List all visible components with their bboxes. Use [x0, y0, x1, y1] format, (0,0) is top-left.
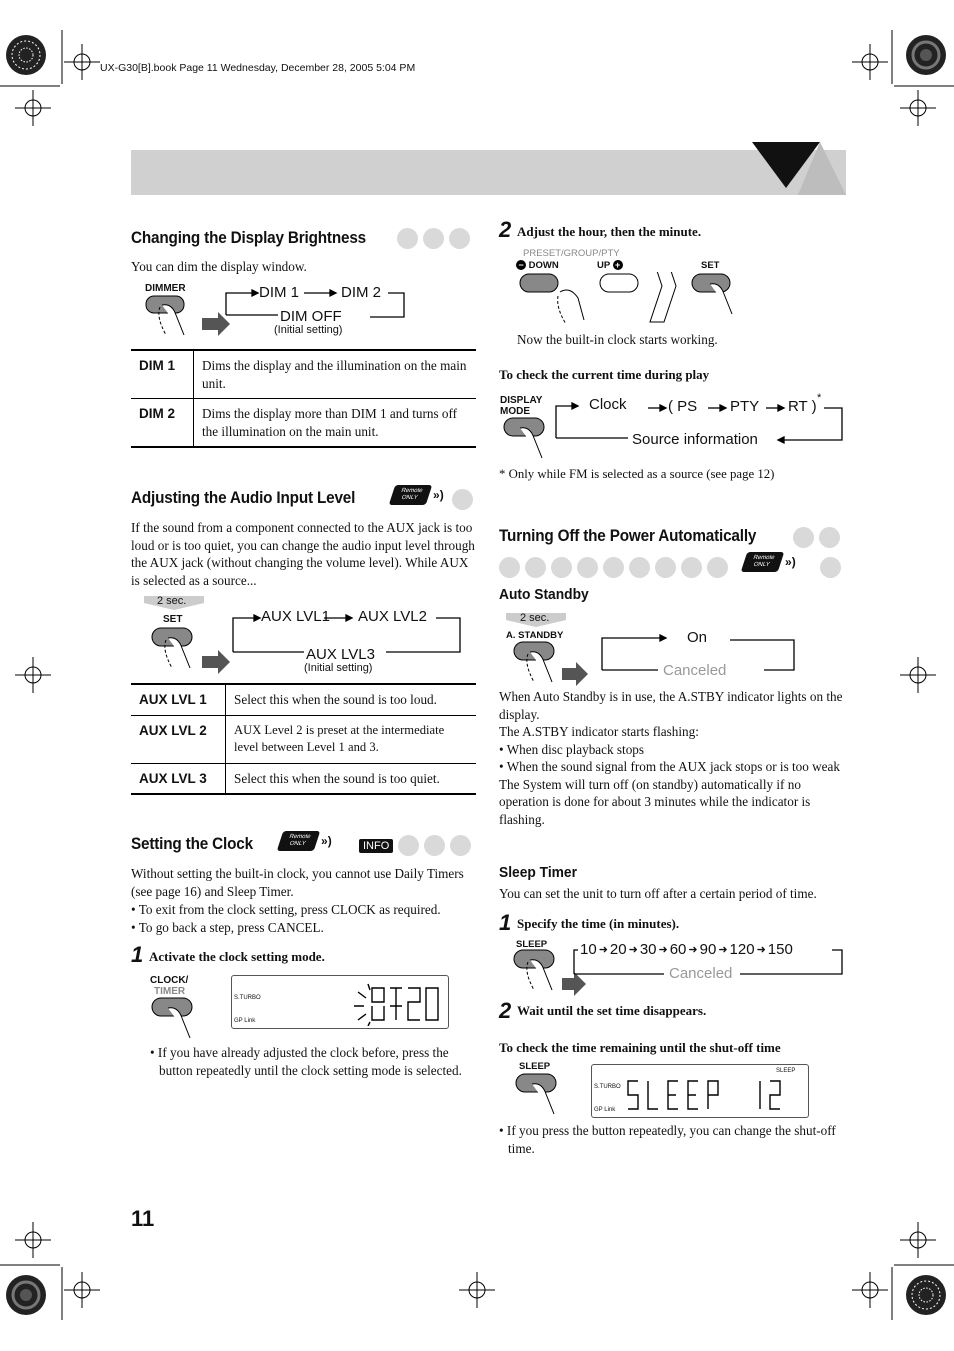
plus-icon: + — [613, 260, 623, 270]
clock-intro: Without setting the built-in clock, you cannot use Daily Timers (see page 16) and Sleep Timer. — [131, 866, 464, 899]
heading-dots — [499, 557, 728, 578]
seq-clock: Clock — [589, 396, 627, 413]
step-text: Adjust the hour, then the minute. — [517, 224, 702, 239]
step-number: 2 — [499, 217, 512, 242]
table-key: DIM 2 — [131, 399, 194, 448]
display-mode-button-label: DISPLAY MODE — [500, 395, 543, 417]
table-key: DIM 1 — [131, 350, 194, 399]
heading-dots — [397, 228, 470, 249]
dimmer-button-label: DIMMER — [145, 283, 186, 294]
sleep-lcd-display: S.TURBO GP Link SLEEP — [591, 1064, 809, 1118]
aux-lvl1-label: AUX LVL1 — [261, 608, 330, 625]
dimoff-label: DIM OFF — [280, 308, 342, 325]
seq-rt: RT ) — [788, 398, 817, 415]
step-number: 2 — [499, 998, 512, 1023]
sleep-timer-heading: Sleep Timer — [499, 864, 577, 881]
sleep-note — [499, 1122, 846, 1157]
step-text: Specify the time (in minutes). — [517, 916, 680, 931]
check-sleep-title: To check the time remaining until the shut-off time — [499, 1040, 781, 1055]
dimmer-button-press-illustration — [140, 293, 235, 348]
dimmer-table — [131, 349, 476, 448]
dim-cycle-arrows — [222, 285, 412, 325]
sleep-button-label: SLEEP — [519, 1061, 551, 1072]
seq-ps: ( PS — [668, 398, 698, 415]
set-button-press-illustration — [150, 624, 240, 682]
list-item: • If you press the button repeatedly, you can change the shut-off time. — [499, 1123, 836, 1156]
seq-pty: PTY — [730, 398, 760, 415]
clock-lcd-display: S.TURBO GP Link — [231, 975, 449, 1029]
display-cycle-arrows — [548, 398, 848, 446]
minus-icon: − — [516, 260, 526, 270]
list-item: • To exit from the clock setting, press CLOCK as required. — [131, 902, 441, 917]
audio-heading: Adjusting the Audio Input Level — [131, 488, 356, 507]
table-value: AUX Level 2 is preset at the intermediate level between Level 1 and 3. — [226, 715, 477, 763]
hold-time-label: 2 sec. — [520, 612, 550, 624]
timer-button-label: TIMER — [154, 986, 186, 997]
step-text: Activate the clock setting mode. — [149, 949, 325, 964]
up-label: UP + — [597, 260, 623, 271]
auto-standby-text: When Auto Standby is in use, the A.STBY indicator lights on the display. The A.STBY indicator starts flashing: • When disc playback stops • When the sound signal from the AUX jack stops or is too weak The System will turn off (on standby) automatically if no operation is done for about 3 minutes while the indicator is flashing. — [499, 688, 846, 828]
set-button-label: SET — [701, 260, 720, 271]
preset-label: PRESET/GROUP/PTY — [523, 248, 620, 259]
hold-time-label: 2 sec. — [157, 595, 187, 607]
aux-table — [131, 683, 476, 795]
step-text: Wait until the set time disappears. — [517, 1003, 707, 1018]
remote-only-badge: Remote ONLY ») — [744, 552, 796, 572]
table-row — [131, 350, 476, 399]
a-standby-button-label: A. STANDBY — [506, 630, 564, 641]
step-number: 1 — [131, 942, 144, 967]
down-label: − DOWN — [516, 260, 559, 271]
sleep-button-press-illustration — [512, 1072, 572, 1124]
sleep-intro: You can set the unit to turn off after a certain period of time. — [499, 886, 817, 901]
table-key: AUX LVL 2 — [131, 715, 226, 763]
updown-set-illustration — [516, 272, 756, 328]
dim2-label: DIM 2 — [341, 284, 382, 301]
info-badge: INFO — [359, 836, 393, 854]
brightness-heading: Changing the Display Brightness — [131, 228, 367, 247]
sleep-time-sequence: 10 ➜ 20 ➜ 30 ➜ 60 ➜ 90 ➜ 120 ➜ 150 — [580, 941, 793, 958]
fm-footnote: * Only while FM is selected as a source (see page 12) — [499, 467, 775, 481]
sleep-button-label: SLEEP — [516, 939, 548, 950]
banner-triangle — [752, 140, 847, 196]
clock-note — [149, 1044, 476, 1079]
initial-setting-note: (Initial setting) — [304, 662, 373, 674]
list-item: • To go back a step, press CANCEL. — [131, 919, 324, 935]
heading-dots — [398, 835, 471, 856]
table-value: Select this when the sound is too quiet. — [226, 763, 477, 794]
aux-lvl3-label: AUX LVL3 — [306, 646, 375, 663]
table-key: AUX LVL 3 — [131, 763, 226, 794]
remote-only-badge: Remote ONLY ») — [392, 485, 444, 505]
signal-icon: ») — [433, 488, 444, 502]
seq-source: Source information — [632, 431, 758, 448]
table-row — [131, 715, 476, 763]
clock-button-label: CLOCK/ — [150, 975, 189, 986]
signal-icon: ») — [321, 834, 332, 848]
brightness-intro: You can dim the display window. — [131, 259, 307, 274]
heading-dots — [793, 527, 840, 548]
sleep-cycle-arrows — [568, 944, 848, 978]
list-item: • When disc playback stops — [499, 741, 645, 757]
dim1-label: DIM 1 — [259, 284, 300, 301]
standby-cycle-arrows — [596, 630, 800, 674]
standby-canceled-label: Canceled — [663, 662, 727, 679]
table-value: Dims the display more than DIM 1 and turns off the illumination on the main unit. — [194, 399, 477, 448]
clock-after: Now the built-in clock starts working. — [517, 332, 718, 347]
list-item: • If you have already adjusted the clock before, press the button repeatedly until the clock setting mode is selected. — [150, 1045, 462, 1078]
page-number: 11 — [131, 1206, 155, 1231]
initial-setting-note: (Initial setting) — [274, 324, 343, 336]
set-button-label: SET — [163, 614, 183, 625]
remote-only-badge: Remote ONLY ») — [280, 831, 332, 851]
list-item: • When the sound signal from the AUX jack stops or is too weak — [499, 759, 840, 774]
table-value: Dims the display and the illumination on the main unit. — [194, 350, 477, 399]
clock-button-press-illustration — [148, 996, 208, 1046]
table-row — [131, 399, 476, 448]
table-row — [131, 763, 476, 794]
audio-intro: If the sound from a component connected to the AUX jack is too loud or is too quiet, you can change the audio input level through the AUX jack (without changing the volume level). While AUX is selected as a source... — [131, 520, 475, 588]
table-value: Select this when the sound is too loud. — [226, 684, 477, 715]
book-info: UX-G30[B].book Page 11 Wednesday, December 28, 2005 5:04 PM — [100, 62, 416, 74]
table-row — [131, 684, 476, 715]
heading-dots — [452, 489, 473, 510]
aux-cycle-arrows — [228, 608, 468, 656]
aux-lvl2-label: AUX LVL2 — [358, 608, 427, 625]
auto-standby-heading: Auto Standby — [499, 586, 589, 603]
step-number: 1 — [499, 910, 512, 935]
check-time-title: To check the current time during play — [499, 367, 710, 382]
table-key: AUX LVL 1 — [131, 684, 226, 715]
clock-heading: Setting the Clock — [131, 834, 253, 853]
heading-dots — [820, 557, 841, 578]
clock-bullets — [131, 901, 477, 936]
signal-icon: ») — [785, 555, 796, 569]
header-banner — [131, 150, 846, 195]
power-heading: Turning Off the Power Automatically — [499, 526, 757, 545]
sleep-canceled-label: Canceled — [669, 965, 733, 982]
standby-on-label: On — [687, 629, 708, 646]
seq-asterisk: * — [817, 392, 822, 404]
